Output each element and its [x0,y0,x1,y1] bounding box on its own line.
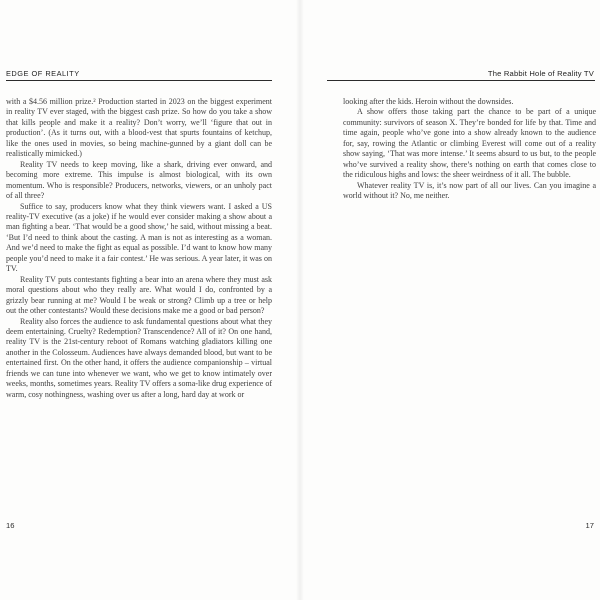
right-paragraph-3: Whatever reality TV is, it’s now part of all our lives. Can you imagine a world without it? No, me neither. [343,180,596,201]
right-paragraph-1: looking after the kids. Heroin without the downsides. [343,97,514,106]
left-paragraph-2: Reality TV needs to keep moving, like a shark, driving ever onward, and becoming more extreme. This impulse is almost biological, with its own momentum. Who is responsible? Producers, networks, viewers, or an unholy pact of all three? [6,159,272,201]
left-page-body [6,97,272,400]
left-running-head: EDGE OF REALITY [6,69,80,78]
left-page-number: 16 [6,521,15,530]
right-page-number: 17 [585,521,594,530]
page-gutter [296,0,304,600]
left-paragraph-1: with a $4.56 million prize.² Production started in 2023 on the biggest experiment in reality TV ever staged, with the biggest cash prize. So how do you take a show that kills people and make it a reality? Don’t worry, we’ll ‘figure that out in production’. (As it turns out, with a blood-vest that spurts fountains of ketchup, like the ones used in movies, so being machine-gunned by a giant doll can be realistically mimicked.) [6,97,272,159]
right-header-rule [327,80,595,81]
right-page-body [343,97,596,202]
left-paragraph-4: Reality TV puts contestants fighting a bear into an arena where they must ask moral questions about who they really are. What would I do, confronted by a grizzly bear running at me? Would I be weak or strong? Climb up a tree or help out the other contestants? Would these decisions make me a good or bad person? [6,274,272,316]
left-paragraph-3: Suffice to say, producers know what they think viewers want. I asked a US reality-TV executive (as a joke) if he would ever consider making a show about a man fighting a bear. ‘That would be a good show,’ he said, without missing a beat. ‘But I’d need to think about the casting. A man is not as interesting as a woman. And we’d need to make the fight as equal as possible. I’d want to know how many people you’d need to make it a fair contest.’ He was serious. A year later, it was on TV. [6,201,272,274]
left-paragraph-5: Reality also forces the audience to ask fundamental questions about what they deem entertaining. Cruelty? Redemption? Transcendence? All of it? On one hand, reality TV is the 21st-century reboot of Romans watching gladiators killing one another in the Colosseum. Audiences have always demanded blood, but want to be entertained first. On the other hand, it offers the audience companionship – virtual friends we can tune into whenever we want, who we get to know intimately over weeks, months, sometimes years. Reality TV offers a soma-like drug experience of warm, cosy nothingness, washing over us after a long, hard day at work or [6,316,272,399]
left-header-rule [6,80,272,81]
right-running-head: The Rabbit Hole of Reality TV [487,69,594,78]
right-paragraph-2: A show offers those taking part the chance to be part of a unique community: survivors of season X. They’re bonded for life by that. Time and time again, people who’ve gone into a show already known to the audience for, say, rowing the Atlantic or climbing Everest will come out of a reality show saying, ‘That was more intense.’ It seems absurd to us but, to the people who’ve survived a reality show, there’s nothing on earth that comes close to the ridiculous highs and lows: the sheer weirdness of it all. The bubble. [343,107,596,180]
